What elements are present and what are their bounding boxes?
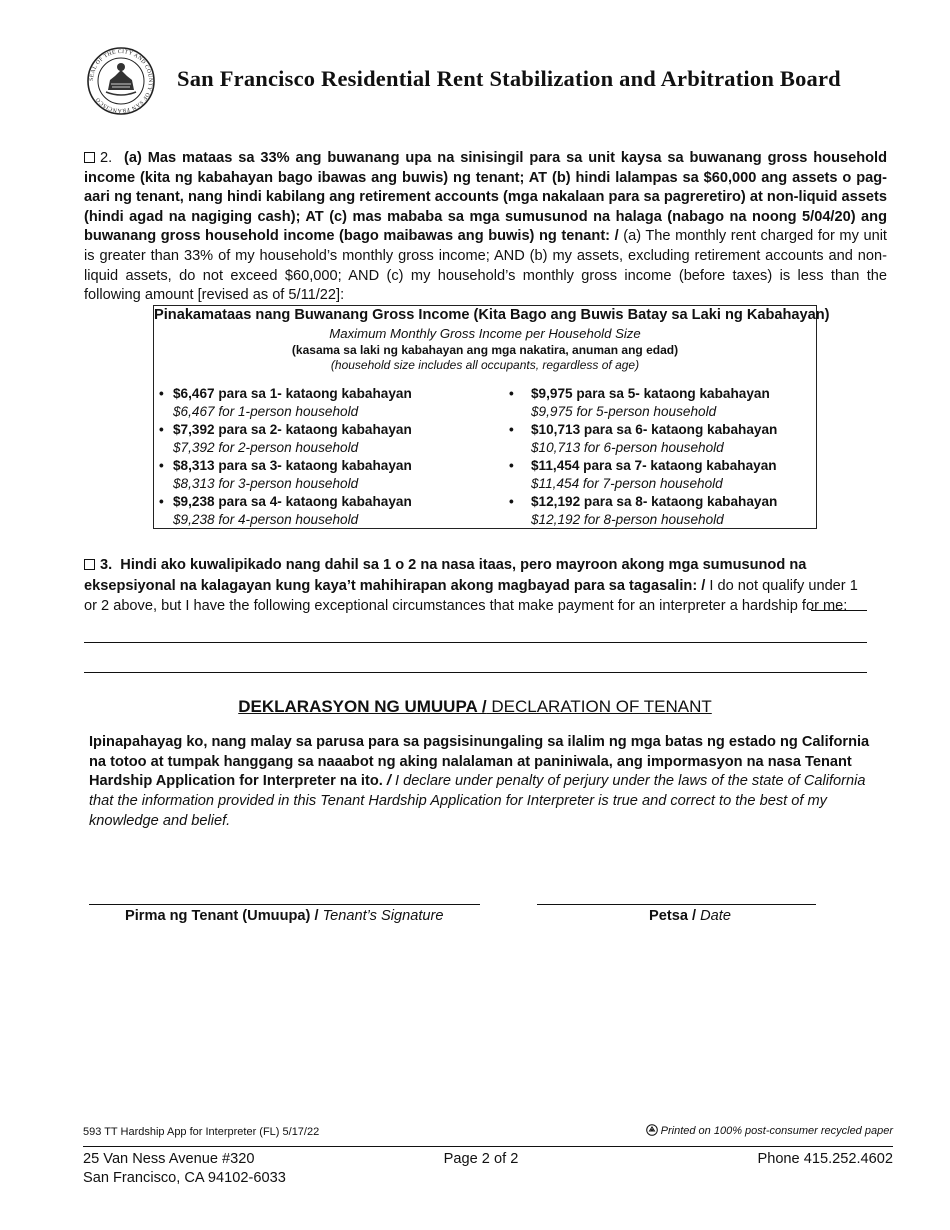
declaration-bold-text: Ipinapahayag ko, nang malay sa parusa para sa pagsisinungaling sa ilalim ng mga batas ng estado ng California na totoo at tumpak hanggang sa naaabot ng aking nalalaman at paniniwala, ang impormasyon na nasa Tenant Hardship Application for Interpreter na ito.	[89, 734, 870, 790]
signature-line[interactable]	[89, 904, 480, 905]
income-item-tl: $10,713 para sa 6- kataong kabahayan	[531, 422, 778, 437]
section-3-english-text: I do not qualify under 1 or 2 above, but I have the following exceptional circumstances that make payment for an interpreter a hardship for me:	[84, 577, 858, 614]
income-item-en: $7,392 for 2-person household	[173, 440, 359, 455]
section-2-checkbox[interactable]	[84, 152, 95, 163]
section-2-english-text: (a) The monthly rent charged for my unit is greater than 33% of my household’s monthly gross income; AND (b) my assets, excluding retirement accounts and non-liquid assets, do not exceed $60,000; AND (c) my household’s monthly gross income (before taxes) is less than the following amount [revised as of 5/11/22]:	[84, 228, 887, 304]
section-2-bold-text: (a) Mas mataas sa 33% ang buwanang upa na sinisingil para sa unit kaysa sa buwanang gross household income (kita ng kabahayan bago ibawas ang buwis) ng tenant; AT (b) hindi lalampas sa $60,000 ang assets o pag-aari ng tenant, nang hindi kabilang ang retirement accounts (mga nakalaan para sa pagreretiro) at non-liquid assets (hindi agad na nagiging cash); AT (c) mas mababa sa mga sumusunod na halaga (nabago na noong 5/04/20) ang buwanang gross household income (bago maibawas ang buwis) ng tenant:	[84, 150, 888, 245]
income-table-subtitle-tl: (kasama sa laki ng kabahayan ang mga nakatira, anuman ang edad)	[291, 343, 679, 357]
income-item-tl: $12,192 para sa 8- kataong kabahayan	[531, 494, 778, 509]
hardship-line-1[interactable]	[811, 610, 867, 611]
footer-divider	[83, 1146, 893, 1147]
income-item-en: $12,192 for 8-person household	[531, 512, 724, 527]
signature-label-en: Tenant’s Signature	[318, 908, 444, 924]
income-item-tl: $11,454 para sa 7- kataong kabahayan	[531, 458, 777, 473]
section-3-number: 3.	[100, 557, 113, 573]
page-number: Page 2 of 2	[443, 1151, 519, 1167]
section-3-checkbox[interactable]	[84, 559, 95, 570]
income-item-tl: $7,392 para sa 2- kataong kabahayan	[173, 422, 412, 437]
list-item: • $12,192 para sa 8- kataong kabahayan $12,192 for 8-person household	[509, 494, 778, 527]
footer-phone: Phone 415.252.4602	[757, 1151, 893, 1167]
income-item-tl: $6,467 para sa 1- kataong kabahayan	[173, 386, 412, 401]
declaration-title-en: DECLARATION OF TENANT	[486, 697, 712, 716]
hardship-line-2[interactable]	[84, 642, 867, 643]
recycled-text: Printed on 100% post-consumer recycled paper	[660, 1125, 893, 1137]
income-item-en: $8,313 for 3-person household	[173, 476, 359, 491]
income-table-subtitle-en2: (household size includes all occupants, regardless of age)	[330, 358, 640, 372]
list-item: • $9,975 para sa 5- kataong kabahayan $9,975 for 5-person household	[509, 385, 777, 421]
recycled-note	[646, 1124, 893, 1139]
list-item: • $11,454 para sa 7- kataong kabahayan $11,454 for 7-person household	[509, 458, 777, 491]
income-table-title: Pinakamataas nang Buwanang Gross Income (Kita Bago ang Buwis Batay sa Laki ng Kabahayan)	[154, 307, 830, 323]
date-label-tl: Petsa /	[649, 908, 697, 924]
address-line-1: 25 Van Ness Avenue #320	[83, 1151, 255, 1167]
income-item-en: $10,713 for 6-person household	[531, 440, 724, 455]
address-line-2: San Francisco, CA 94102-6033	[83, 1169, 286, 1186]
signature-label-tl: Pirma ng Tenant (Umuupa) /	[125, 908, 319, 924]
section-3	[84, 555, 874, 617]
list-item: • $8,313 para sa 3- kataong kabahayan $8,313 for 3-person household	[159, 458, 412, 491]
section-2	[84, 149, 887, 306]
income-list-left	[159, 385, 412, 529]
section-2-number: 2.	[100, 150, 113, 166]
declaration-separator: /	[382, 773, 395, 790]
list-item: • $10,713 para sa 6- kataong kabahayan $10,713 for 6-person household	[509, 422, 778, 455]
list-item: • $7,392 para sa 2- kataong kabahayan $7,392 for 2-person household	[159, 422, 412, 455]
income-item-en: $9,238 for 4-person household	[173, 512, 359, 527]
income-item-tl: $8,313 para sa 3- kataong kabahayan	[173, 458, 412, 473]
recycle-icon	[646, 1124, 658, 1139]
svg-text:SEAL OF THE CITY AND COUNTY OF: SEAL OF THE CITY AND COUNTY OF SAN FRANCISCO	[88, 48, 154, 114]
section-3-bold-text: Hindi ako kuwalipikado nang dahil sa 1 o 2 na nasa itaas, pero mayroon akong mga sumusunod na eksepsiyonal na kalagayan kung kaya’t mahihirapan akong magbayad para sa tagasalin:	[84, 557, 807, 594]
board-title: San Francisco Residential Rent Stabilization and Arbitration Board	[177, 66, 841, 91]
signature-label	[125, 908, 443, 924]
income-item-tl: $9,238 para sa 4- kataong kabahayan	[173, 494, 412, 509]
declaration-italic-text: I declare under penalty of perjury under the laws of the state of California that the information provided in this Tenant Hardship Application for Interpreter is true and correct to the best of my knowledge and belief.	[89, 773, 866, 829]
city-seal-logo	[86, 46, 156, 116]
income-item-en: $11,454 for 7-person household	[531, 476, 723, 491]
date-line[interactable]	[537, 904, 816, 905]
date-label-en: Date	[696, 908, 731, 924]
income-list-right	[509, 385, 777, 529]
date-label	[649, 908, 731, 924]
section-3-separator: /	[697, 577, 710, 594]
income-item-en: $6,467 for 1-person household	[173, 404, 359, 419]
form-id: 593 TT Hardship App for Interpreter (FL) 5/17/22	[83, 1126, 320, 1138]
income-table	[153, 305, 830, 529]
list-item: • $9,238 para sa 4- kataong kabahayan $9,238 for 4-person household	[159, 494, 412, 527]
income-table-subtitle-en: Maximum Monthly Gross Income per Household Size	[329, 326, 641, 341]
declaration-title-tl: DEKLARASYON NG UMUUPA /	[238, 697, 487, 716]
list-item: • $6,467 para sa 1- kataong kabahayan $6,467 for 1-person household	[159, 386, 412, 419]
income-item-tl: $9,975 para sa 5- kataong kabahayan	[531, 386, 770, 401]
hardship-line-3[interactable]	[84, 672, 867, 673]
declaration-text	[89, 733, 879, 832]
income-item-en: $9,975 for 5-person household	[531, 404, 717, 419]
section-2-separator: /	[610, 228, 624, 245]
declaration-title	[0, 697, 950, 717]
